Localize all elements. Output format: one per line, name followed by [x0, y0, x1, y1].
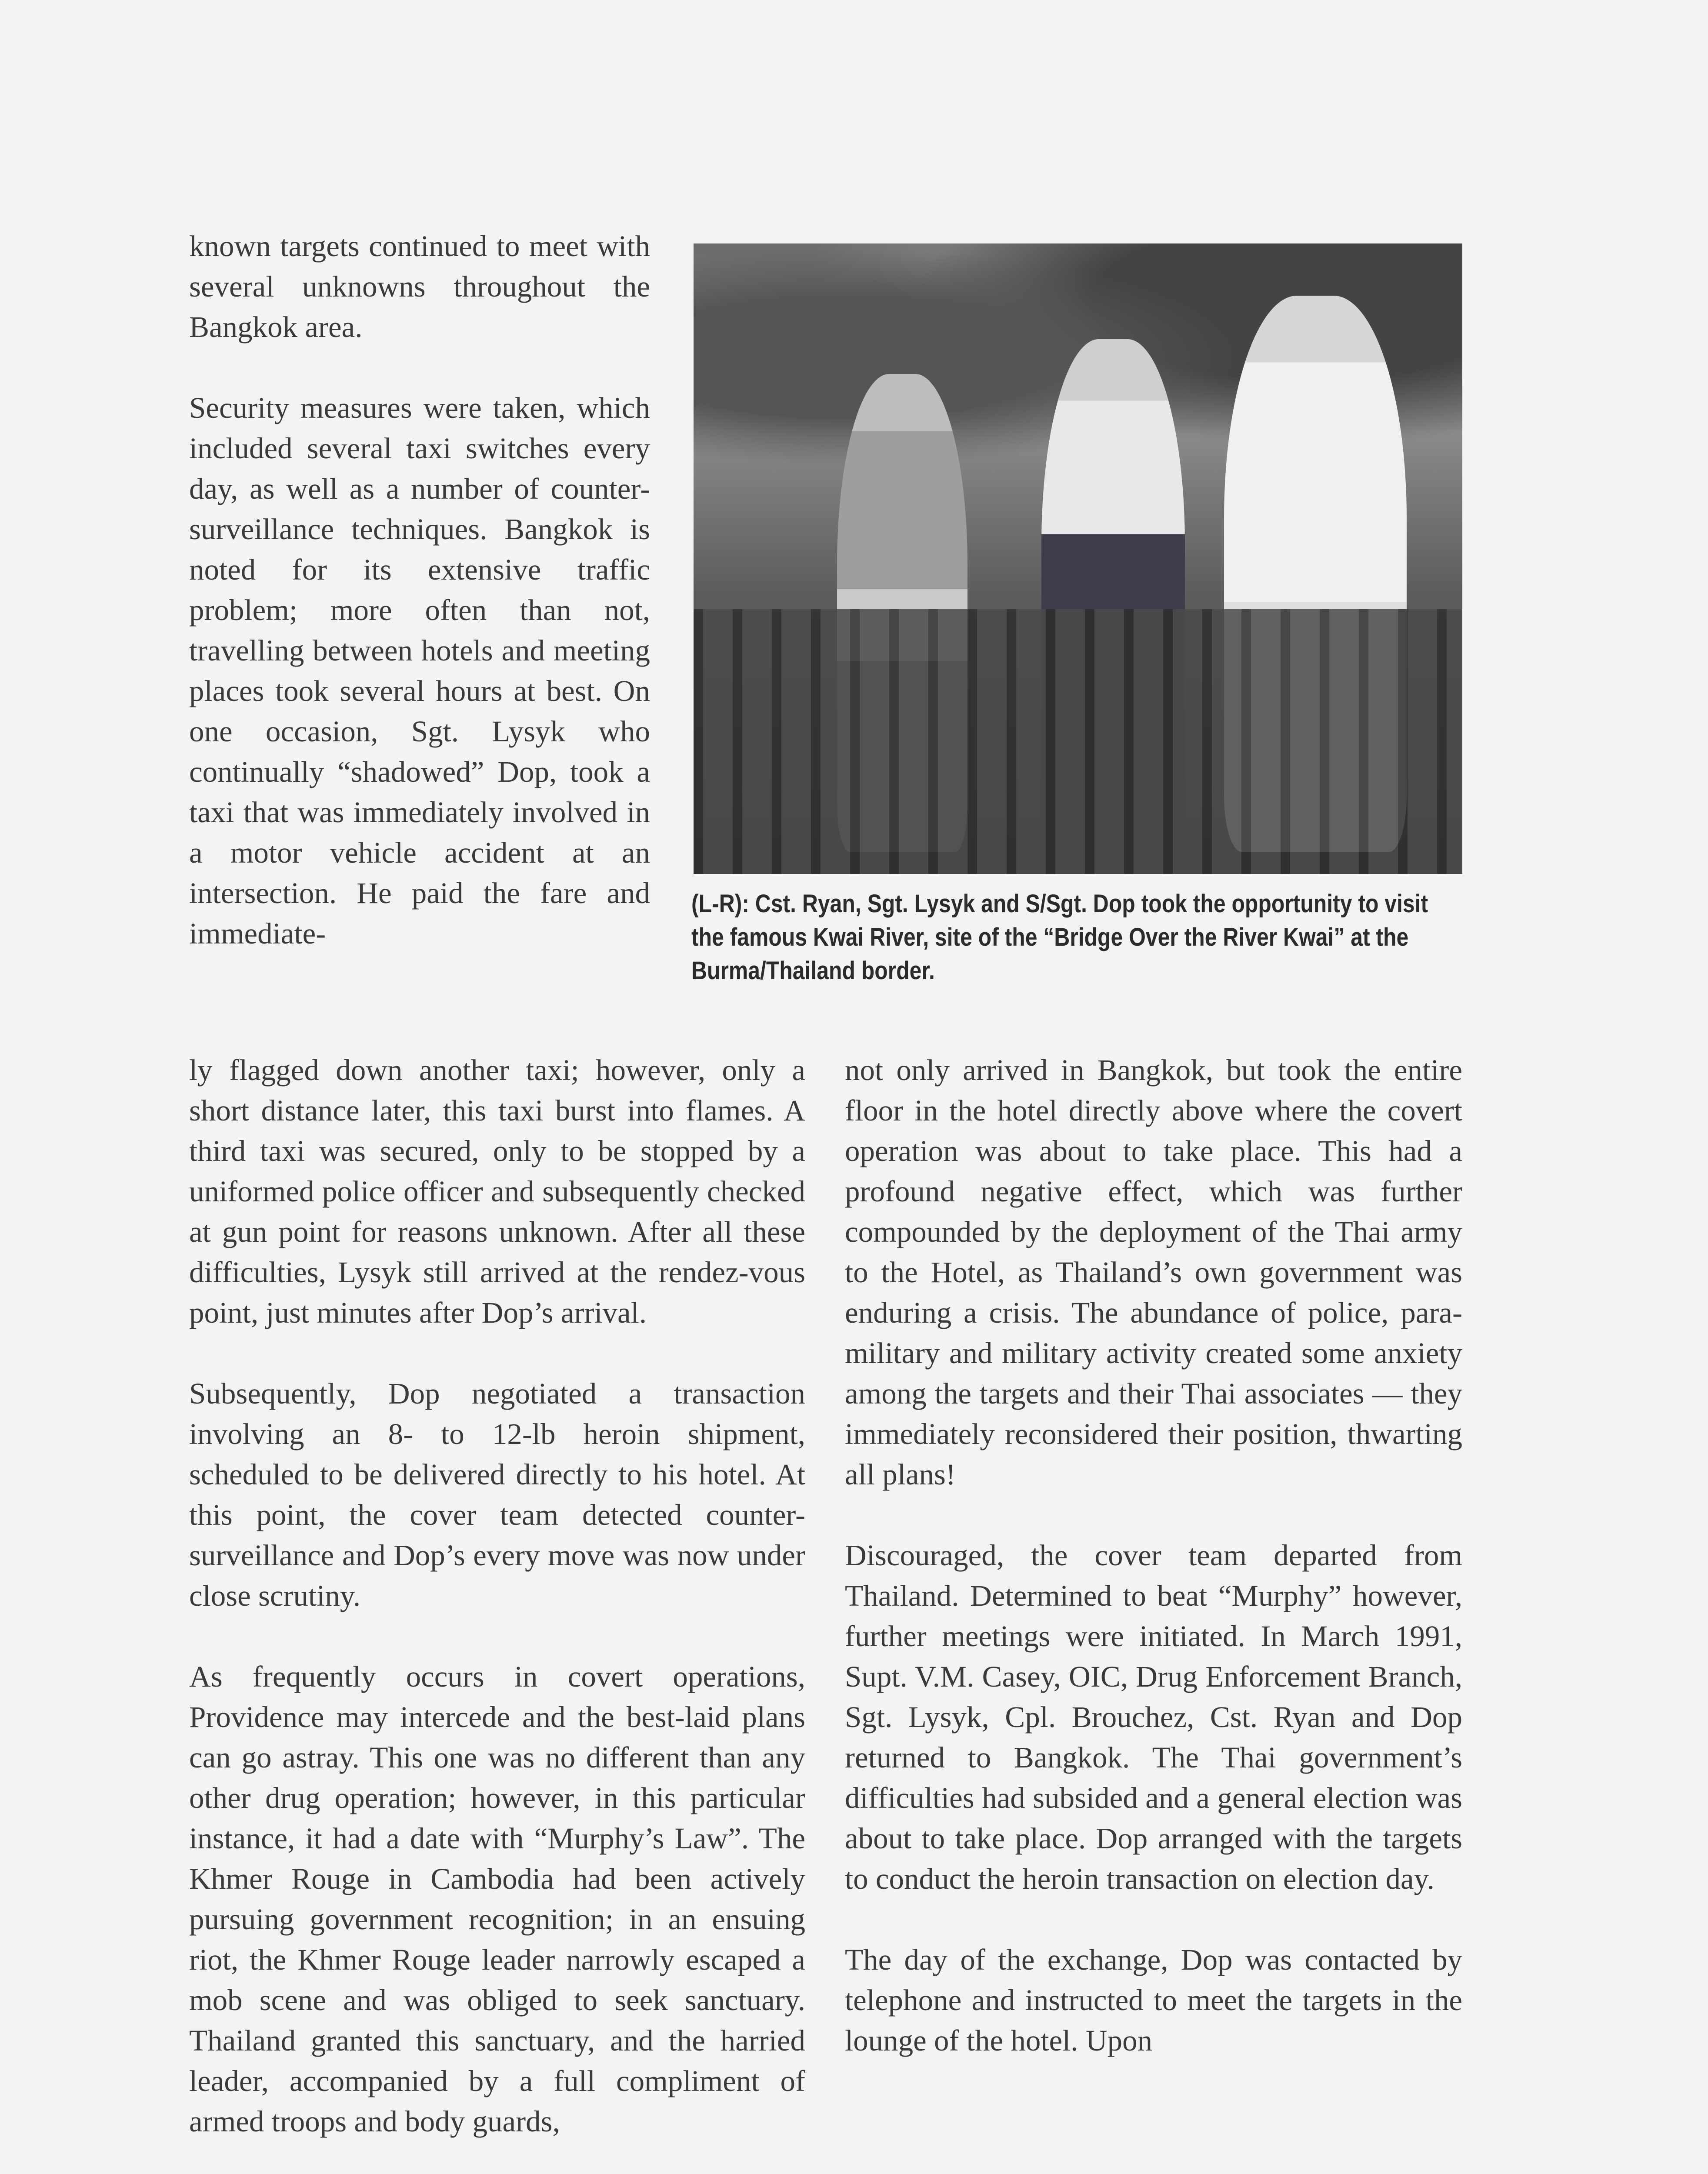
paragraph: ly flagged down another taxi; however, only a short distance later, this taxi burst into flames. A third taxi was secured, only to be stopped by a uniformed police officer and subsequently checked at gun point for reasons unknown. After all these difficulties, Lysyk still arrived at the rendez-vous point, just minutes after Dop’s arrival. [189, 1054, 805, 1329]
paragraph: Subsequently, Dop negotiated a transaction involving an 8- to 12-lb heroin shipment, scheduled to be delivered directly to his hotel. At this point, the cover team detected counter-surveillance and Dop’s every move was now under close scrutiny. [189, 1377, 805, 1612]
right-column [845, 1050, 1462, 2061]
top-left-column [189, 226, 650, 954]
photo-bridge-railing [694, 609, 1462, 874]
paragraph: The day of the exchange, Dop was contacted by telephone and instructed to meet the targets in the lounge of the hotel. Upon [845, 1943, 1462, 2057]
paragraph: known targets continued to meet with several unknowns throughout the Bangkok area. [189, 230, 650, 343]
paragraph: Security measures were taken, which included several taxi switches every day, as well as a number of counter-surveillance techniques. Bangkok is noted for its extensive traffic problem; more often than not, travelling between hotels and meeting places took several hours at best. On one occasion, Sgt. Lysyk who continually “shadowed” Dop, took a taxi that was immediately involved in a motor vehicle accident at an intersection. He paid the fare and immediate- [189, 391, 650, 950]
left-main-column [189, 1050, 805, 2142]
photo-caption: (L-R): Cst. Ryan, Sgt. Lysyk and S/Sgt. Dop took the opportunity to visit the famous Kwai River, site of the “Bridge Over the River Kwai” at the Burma/Thailand border. [691, 890, 1428, 985]
paragraph: As frequently occurs in covert operations, Providence may intercede and the best-laid plans can go astray. This one was no different than any other drug operation; however, in this particular instance, it had a date with “Murphy’s Law”. The Khmer Rouge in Cambodia had been actively pursuing government recognition; in an ensuing riot, the Khmer Rouge leader narrowly escaped a mob scene and was obliged to seek sanctuary. Thailand granted this sanctuary, and the harried leader, accompanied by a full compliment of armed troops and body guards, [189, 1660, 805, 2138]
kwai-river-photo [694, 243, 1462, 874]
paragraph: Discouraged, the cover team departed from Thailand. Determined to beat “Murphy” however, further meetings were initiated. In March 1991, Supt. V.M. Casey, OIC, Drug Enforcement Branch, Sgt. Lysyk, Cpl. Brouchez, Cst. Ryan and Dop returned to Bangkok. The Thai government’s difficulties had subsided and a general election was about to take place. Dop arranged with the targets to conduct the heroin transaction on election day. [845, 1539, 1462, 1895]
paragraph: not only arrived in Bangkok, but took the entire floor in the hotel directly above where the covert operation was about to take place. This had a profound negative effect, which was further compounded by the deployment of the Thai army to the Hotel, as Thailand’s own government was enduring a crisis. The abundance of police, para-military and military activity created some anxiety among the targets and their Thai associates — they immediately reconsidered their position, thwarting all plans! [845, 1054, 1462, 1491]
